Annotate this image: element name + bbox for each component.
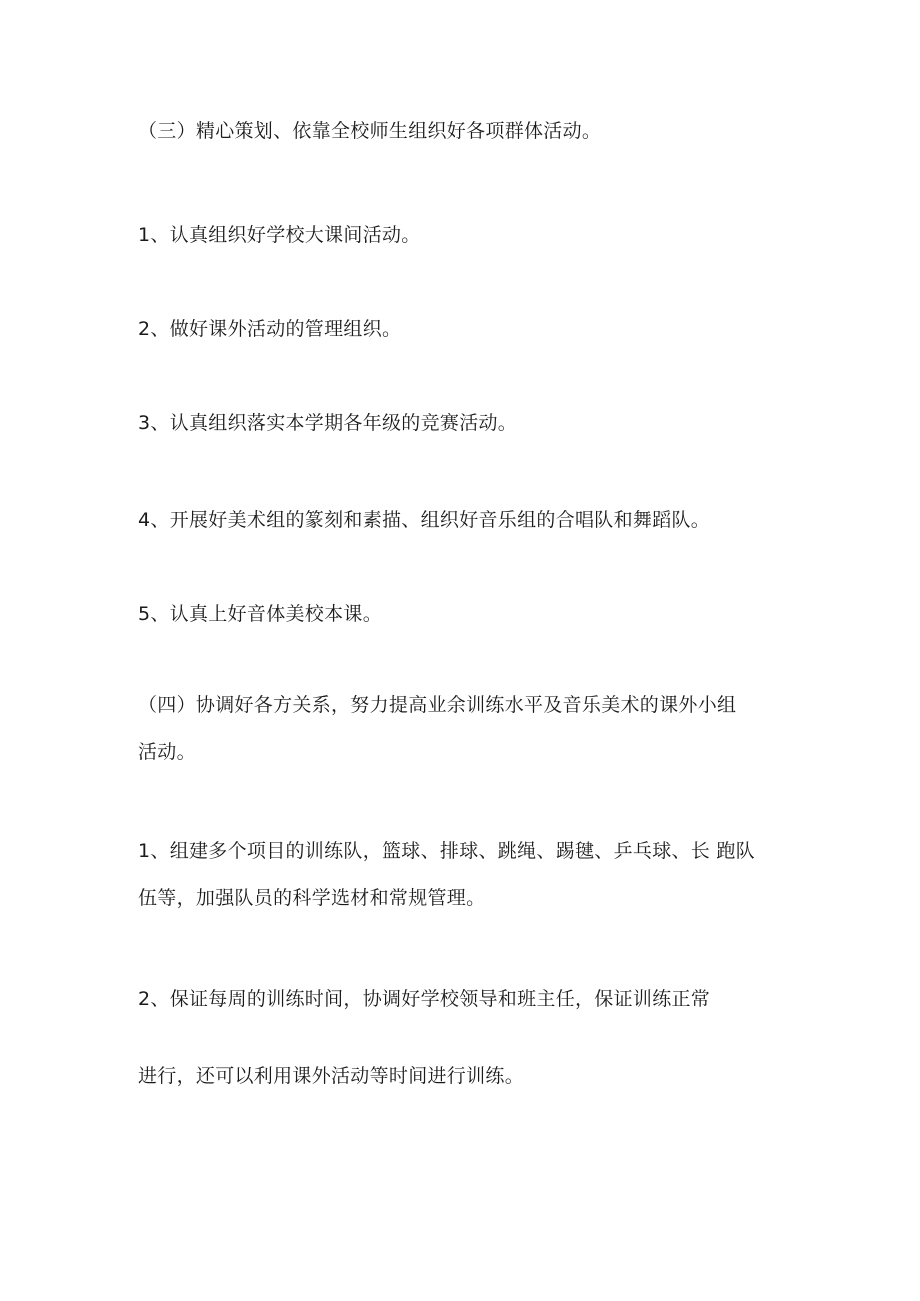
list-item-3-1: 1、认真组织好学校大课间活动。 <box>138 224 421 246</box>
list-item-4-2: 2、保证每周的训练时间，协调好学校领导和班主任，保证训练正常 <box>138 988 711 1010</box>
list-item-4-1-cont: 伍等，加强队员的科学选材和常规管理。 <box>138 887 486 909</box>
list-item-3-5: 5、认真上好音体美校本课。 <box>138 603 382 625</box>
list-item-3-3: 3、认真组织落实本学期各年级的竞赛活动。 <box>138 412 518 434</box>
section-heading-3: （三）精心策划、依靠全校师生组织好各项群体活动。 <box>138 120 602 142</box>
list-item-4-1: 1、组建多个项目的训练队，篮球、排球、跳绳、踢毽、乒乓球、长 跑队 <box>138 840 756 862</box>
section-heading-4: （四）协调好各方关系，努力提高业余训练水平及音乐美术的课外小组 <box>138 694 737 716</box>
section-heading-4-cont: 活动。 <box>138 741 196 763</box>
list-item-3-4: 4、开展好美术组的篆刻和素描、组织好音乐组的合唱队和舞蹈队。 <box>138 509 711 531</box>
list-item-3-2: 2、做好课外活动的管理组织。 <box>138 318 402 340</box>
list-item-4-2-cont: 进行，还可以利用课外活动等时间进行训练。 <box>138 1065 525 1087</box>
